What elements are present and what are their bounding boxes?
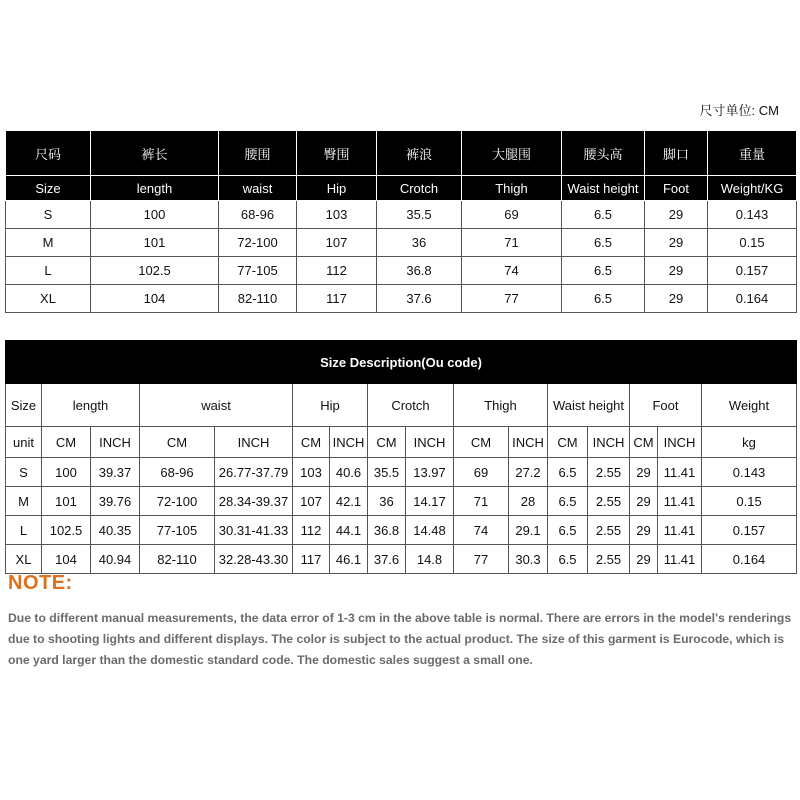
table-cell: 6.5: [562, 201, 645, 229]
header-cell: length: [42, 384, 140, 427]
table-cell: 0.164: [702, 545, 797, 574]
table-cell: 77-105: [219, 257, 297, 285]
table-cell: 77: [454, 545, 509, 574]
table-cell: M: [6, 229, 91, 257]
table-cell: 72-100: [140, 487, 215, 516]
table-cell: 0.157: [702, 516, 797, 545]
header-cell: 臀围: [297, 131, 377, 176]
table-cell: 37.6: [377, 285, 462, 313]
table-title-row: [6, 341, 797, 384]
header-row: [6, 384, 797, 427]
table-cell: 71: [454, 487, 509, 516]
table-cell: 0.164: [708, 285, 797, 313]
table-cell: 74: [462, 257, 562, 285]
size-chart-table-cn: [5, 130, 797, 313]
table-cell: 32.28-43.30: [215, 545, 293, 574]
table-cell: 100: [91, 201, 219, 229]
header-cell: Crotch: [368, 384, 454, 427]
table-cell: 112: [297, 257, 377, 285]
table-cell: 103: [293, 458, 330, 487]
table-cell: 35.5: [368, 458, 406, 487]
table-cell: 101: [42, 487, 91, 516]
header-cell: 裤长: [91, 131, 219, 176]
table-cell: 39.37: [91, 458, 140, 487]
unit-cell: INCH: [588, 427, 630, 458]
table-cell: 112: [293, 516, 330, 545]
table-cell: 68-96: [219, 201, 297, 229]
header-cell: 腰头高: [562, 131, 645, 176]
table-cell: 74: [454, 516, 509, 545]
table-cell: 102.5: [42, 516, 91, 545]
table-cell: 29: [630, 516, 658, 545]
table-cell: 29: [630, 487, 658, 516]
table-cell: 2.55: [588, 487, 630, 516]
table-cell: 14.48: [406, 516, 454, 545]
header-cell: Waist height: [562, 176, 645, 201]
table-cell: 0.143: [702, 458, 797, 487]
unit-cell: CM: [42, 427, 91, 458]
table-cell: 29: [645, 201, 708, 229]
table-cell: 29: [645, 229, 708, 257]
table-cell: 28.34-39.37: [215, 487, 293, 516]
table-cell: 11.41: [658, 458, 702, 487]
table-cell: S: [6, 458, 42, 487]
header-cell: Foot: [645, 176, 708, 201]
header-cell: waist: [219, 176, 297, 201]
table-row: [6, 257, 797, 285]
table-cell: 11.41: [658, 545, 702, 574]
table-cell: 69: [462, 201, 562, 229]
table-cell: 39.76: [91, 487, 140, 516]
note-text: Due to different manual measurements, the data error of 1-3 cm in the above table is normal. There are errors in the model's renderings due to shooting lights and different displays. The color is subject to the actual product. The size of this garment is Eurocode, which is one yard larger than the domestic standard code. The domestic sales suggest a small one.: [8, 611, 792, 667]
header-cell: Thigh: [454, 384, 548, 427]
unit-cell: INCH: [330, 427, 368, 458]
table-cell: 29.1: [509, 516, 548, 545]
table-cell: 28: [509, 487, 548, 516]
table-cell: 14.8: [406, 545, 454, 574]
table-cell: 29: [630, 545, 658, 574]
header-row-english: [6, 176, 797, 201]
table-cell: 77-105: [140, 516, 215, 545]
header-cell: 腰围: [219, 131, 297, 176]
header-cell: Thigh: [462, 176, 562, 201]
table-cell: 6.5: [548, 487, 588, 516]
table-cell: 36: [368, 487, 406, 516]
table-cell: 40.35: [91, 516, 140, 545]
table-row: [6, 545, 797, 574]
table-cell: 11.41: [658, 487, 702, 516]
table-cell: 103: [297, 201, 377, 229]
header-cell: Hip: [293, 384, 368, 427]
table-cell: 2.55: [588, 545, 630, 574]
unit-cell: INCH: [91, 427, 140, 458]
table-cell: 44.1: [330, 516, 368, 545]
table-row: [6, 285, 797, 313]
unit-cell: CM: [293, 427, 330, 458]
unit-cell: CM: [548, 427, 588, 458]
table-cell: 104: [42, 545, 91, 574]
size-unit-label: 尺寸单位: CM: [699, 103, 779, 118]
table-cell: 2.55: [588, 516, 630, 545]
table-cell: 0.143: [708, 201, 797, 229]
header-cell: 重量: [708, 131, 797, 176]
table-cell: 46.1: [330, 545, 368, 574]
header-cell: Size: [6, 384, 42, 427]
unit-cell: INCH: [215, 427, 293, 458]
table-cell: 71: [462, 229, 562, 257]
table-cell: 14.17: [406, 487, 454, 516]
unit-cell: INCH: [406, 427, 454, 458]
table-cell: 117: [293, 545, 330, 574]
unit-cell: CM: [368, 427, 406, 458]
table-cell: 29: [630, 458, 658, 487]
table-cell: 107: [293, 487, 330, 516]
table-cell: 30.31-41.33: [215, 516, 293, 545]
table-cell: 107: [297, 229, 377, 257]
table-cell: 40.94: [91, 545, 140, 574]
table-cell: 36: [377, 229, 462, 257]
table-row: [6, 458, 797, 487]
table-cell: 6.5: [548, 545, 588, 574]
table-cell: 72-100: [219, 229, 297, 257]
header-cell: Weight: [702, 384, 797, 427]
table-cell: 0.157: [708, 257, 797, 285]
unit-cell: INCH: [509, 427, 548, 458]
unit-cell: CM: [454, 427, 509, 458]
header-cell: Crotch: [377, 176, 462, 201]
table-cell: 6.5: [562, 257, 645, 285]
table-cell: 27.2: [509, 458, 548, 487]
unit-cell: kg: [702, 427, 797, 458]
unit-cell: CM: [630, 427, 658, 458]
table-cell: 2.55: [588, 458, 630, 487]
table-cell: 68-96: [140, 458, 215, 487]
table-cell: 0.15: [702, 487, 797, 516]
header-cell: Weight/KG: [708, 176, 797, 201]
table-cell: 26.77-37.79: [215, 458, 293, 487]
table-cell: 6.5: [562, 285, 645, 313]
table-cell: 69: [454, 458, 509, 487]
table-cell: 36.8: [377, 257, 462, 285]
header-cell: 裤浪: [377, 131, 462, 176]
table-cell: XL: [6, 545, 42, 574]
table-row: [6, 487, 797, 516]
header-cell: waist: [140, 384, 293, 427]
size-description-table: [5, 340, 797, 574]
unit-row: [6, 427, 797, 458]
table-row: [6, 229, 797, 257]
table-cell: 104: [91, 285, 219, 313]
table-cell: M: [6, 487, 42, 516]
table-cell: 42.1: [330, 487, 368, 516]
table-cell: 29: [645, 257, 708, 285]
table-cell: L: [6, 516, 42, 545]
table-cell: 36.8: [368, 516, 406, 545]
header-cell: length: [91, 176, 219, 201]
table-cell: 101: [91, 229, 219, 257]
table-cell: 0.15: [708, 229, 797, 257]
table-title: Size Description(Ou code): [6, 341, 797, 384]
table-cell: 13.97: [406, 458, 454, 487]
header-cell: Waist height: [548, 384, 630, 427]
table-cell: 35.5: [377, 201, 462, 229]
table-cell: 11.41: [658, 516, 702, 545]
unit-cell: INCH: [658, 427, 702, 458]
table-row: [6, 201, 797, 229]
table-cell: 6.5: [548, 458, 588, 487]
table-cell: 117: [297, 285, 377, 313]
table-cell: 40.6: [330, 458, 368, 487]
header-cell: 大腿围: [462, 131, 562, 176]
unit-cell: unit: [6, 427, 42, 458]
header-cell: 尺码: [6, 131, 91, 176]
table-cell: 82-110: [140, 545, 215, 574]
table-cell: 6.5: [562, 229, 645, 257]
unit-cell: CM: [140, 427, 215, 458]
table-cell: L: [6, 257, 91, 285]
header-row-chinese: [6, 131, 797, 176]
table-cell: 100: [42, 458, 91, 487]
table-cell: 102.5: [91, 257, 219, 285]
table-cell: S: [6, 201, 91, 229]
table-cell: 29: [645, 285, 708, 313]
header-cell: 脚口: [645, 131, 708, 176]
table-cell: 37.6: [368, 545, 406, 574]
table-cell: XL: [6, 285, 91, 313]
table-cell: 77: [462, 285, 562, 313]
table-cell: 30.3: [509, 545, 548, 574]
header-cell: Foot: [630, 384, 702, 427]
table-cell: 6.5: [548, 516, 588, 545]
table-cell: 82-110: [219, 285, 297, 313]
header-cell: Size: [6, 176, 91, 201]
table-row: [6, 516, 797, 545]
header-cell: Hip: [297, 176, 377, 201]
note-title: NOTE:: [8, 572, 73, 594]
